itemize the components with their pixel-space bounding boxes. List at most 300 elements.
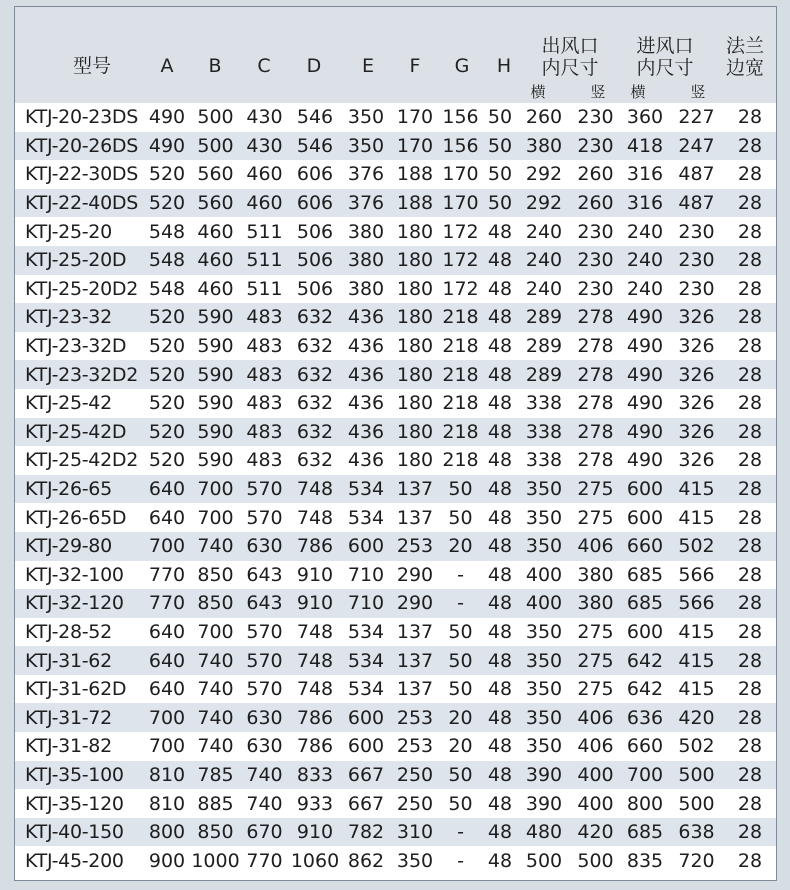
table-row: [15, 303, 776, 332]
cell-d: 786: [289, 703, 341, 732]
cell-flange-width: 28: [724, 189, 776, 218]
cell-c: 740: [240, 761, 289, 790]
cell-f: 253: [391, 703, 439, 732]
header-outlet-horizontal: 横: [530, 83, 546, 101]
cell-outlet-horizontal: 350: [518, 475, 570, 504]
cell-flange-width: 28: [724, 418, 776, 447]
cell-f: 180: [391, 360, 439, 389]
header-inlet-vertical: 竖: [690, 83, 706, 101]
cell-g: 50: [439, 675, 482, 704]
cell-b: 590: [191, 360, 240, 389]
cell-e: 436: [341, 418, 391, 447]
cell-inlet-horizontal: 490: [621, 389, 669, 418]
cell-a: 548: [143, 246, 191, 275]
cell-a: 770: [143, 589, 191, 618]
cell-h: 48: [482, 418, 518, 447]
cell-g: 170: [439, 189, 482, 218]
cell-model: KTJ-22-30DS: [15, 160, 143, 189]
cell-a: 520: [143, 303, 191, 332]
cell-outlet-horizontal: 500: [518, 846, 570, 875]
cell-h: 48: [482, 532, 518, 561]
cell-outlet-vertical: 400: [570, 789, 621, 818]
cell-b: 885: [191, 789, 240, 818]
cell-model: KTJ-31-82: [15, 732, 143, 761]
cell-outlet-vertical: 278: [570, 418, 621, 447]
cell-outlet-vertical: 230: [570, 217, 621, 246]
cell-outlet-vertical: 278: [570, 389, 621, 418]
cell-c: 630: [240, 732, 289, 761]
cell-model: KTJ-25-20D2: [15, 275, 143, 304]
cell-e: 534: [341, 675, 391, 704]
cell-b: 850: [191, 561, 240, 590]
cell-d: 933: [289, 789, 341, 818]
cell-model: KTJ-40-150: [15, 818, 143, 847]
cell-flange-width: 28: [724, 160, 776, 189]
cell-d: 606: [289, 160, 341, 189]
cell-inlet-vertical: 500: [669, 761, 724, 790]
cell-inlet-vertical: 415: [669, 475, 724, 504]
cell-g: 156: [439, 132, 482, 161]
cell-a: 548: [143, 217, 191, 246]
cell-outlet-horizontal: 390: [518, 789, 570, 818]
cell-a: 640: [143, 618, 191, 647]
cell-e: 436: [341, 360, 391, 389]
cell-g: 50: [439, 475, 482, 504]
cell-g: -: [439, 561, 482, 590]
cell-outlet-vertical: 406: [570, 703, 621, 732]
cell-b: 1000: [191, 846, 240, 875]
cell-d: 632: [289, 389, 341, 418]
cell-inlet-vertical: 415: [669, 503, 724, 532]
cell-f: 180: [391, 332, 439, 361]
cell-g: 20: [439, 532, 482, 561]
cell-inlet-vertical: 502: [669, 732, 724, 761]
cell-outlet-vertical: 230: [570, 246, 621, 275]
cell-flange-width: 28: [724, 503, 776, 532]
cell-model: KTJ-25-42D2: [15, 446, 143, 475]
cell-outlet-vertical: 275: [570, 618, 621, 647]
cell-model: KTJ-25-42: [15, 389, 143, 418]
cell-d: 748: [289, 618, 341, 647]
table-row: [15, 646, 776, 675]
cell-a: 520: [143, 446, 191, 475]
cell-a: 520: [143, 332, 191, 361]
cell-d: 506: [289, 275, 341, 304]
cell-inlet-horizontal: 700: [621, 761, 669, 790]
cell-e: 600: [341, 532, 391, 561]
table-row: [15, 532, 776, 561]
cell-e: 380: [341, 275, 391, 304]
table-row: [15, 275, 776, 304]
cell-a: 800: [143, 818, 191, 847]
cell-model: KTJ-35-120: [15, 789, 143, 818]
cell-e: 667: [341, 761, 391, 790]
cell-outlet-vertical: 275: [570, 503, 621, 532]
cell-d: 632: [289, 360, 341, 389]
cell-inlet-vertical: 566: [669, 589, 724, 618]
table-row: [15, 189, 776, 218]
cell-outlet-horizontal: 480: [518, 818, 570, 847]
cell-inlet-vertical: 227: [669, 103, 724, 132]
cell-b: 850: [191, 818, 240, 847]
cell-outlet-horizontal: 350: [518, 703, 570, 732]
cell-b: 590: [191, 332, 240, 361]
table-row: [15, 103, 776, 132]
cell-outlet-horizontal: 260: [518, 103, 570, 132]
cell-outlet-horizontal: 400: [518, 561, 570, 590]
cell-outlet-horizontal: 292: [518, 160, 570, 189]
cell-g: 218: [439, 389, 482, 418]
cell-h: 48: [482, 332, 518, 361]
cell-e: 710: [341, 561, 391, 590]
header-col-c: C: [257, 55, 271, 77]
table-row: [15, 561, 776, 590]
cell-outlet-vertical: 260: [570, 160, 621, 189]
cell-d: 506: [289, 217, 341, 246]
header-outlet-vertical: 竖: [590, 83, 606, 101]
table-row: [15, 732, 776, 761]
cell-g: 218: [439, 303, 482, 332]
cell-a: 770: [143, 561, 191, 590]
cell-inlet-vertical: 230: [669, 246, 724, 275]
cell-a: 640: [143, 646, 191, 675]
table-row: [15, 618, 776, 647]
header-col-g: G: [454, 55, 470, 77]
cell-h: 48: [482, 646, 518, 675]
cell-d: 748: [289, 503, 341, 532]
cell-f: 290: [391, 561, 439, 590]
cell-inlet-horizontal: 418: [621, 132, 669, 161]
cell-model: KTJ-45-200: [15, 846, 143, 875]
cell-inlet-horizontal: 490: [621, 332, 669, 361]
cell-flange-width: 28: [724, 389, 776, 418]
cell-c: 570: [240, 646, 289, 675]
cell-flange-width: 28: [724, 446, 776, 475]
cell-e: 350: [341, 103, 391, 132]
cell-b: 460: [191, 217, 240, 246]
cell-outlet-vertical: 275: [570, 646, 621, 675]
cell-h: 48: [482, 818, 518, 847]
cell-f: 137: [391, 503, 439, 532]
cell-e: 534: [341, 475, 391, 504]
cell-c: 643: [240, 589, 289, 618]
cell-f: 188: [391, 160, 439, 189]
header-outlet-line1: 出风口: [541, 35, 599, 57]
cell-g: 170: [439, 160, 482, 189]
cell-g: 172: [439, 217, 482, 246]
cell-b: 590: [191, 303, 240, 332]
cell-f: 290: [391, 589, 439, 618]
cell-outlet-vertical: 380: [570, 561, 621, 590]
cell-f: 180: [391, 418, 439, 447]
cell-d: 748: [289, 646, 341, 675]
cell-model: KTJ-25-20D: [15, 246, 143, 275]
cell-outlet-horizontal: 380: [518, 132, 570, 161]
cell-h: 50: [482, 160, 518, 189]
cell-f: 137: [391, 675, 439, 704]
table-row: [15, 675, 776, 704]
cell-g: 218: [439, 418, 482, 447]
cell-a: 490: [143, 103, 191, 132]
cell-e: 376: [341, 160, 391, 189]
header-col-e: E: [361, 55, 374, 77]
table-row: [15, 503, 776, 532]
table-row: [15, 846, 776, 875]
cell-e: 534: [341, 503, 391, 532]
cell-b: 850: [191, 589, 240, 618]
cell-e: 534: [341, 618, 391, 647]
cell-d: 632: [289, 332, 341, 361]
header-flange-line1: 法兰: [725, 35, 764, 57]
cell-flange-width: 28: [724, 561, 776, 590]
cell-flange-width: 28: [724, 818, 776, 847]
cell-outlet-vertical: 278: [570, 303, 621, 332]
cell-outlet-vertical: 400: [570, 761, 621, 790]
cell-inlet-horizontal: 600: [621, 618, 669, 647]
cell-inlet-vertical: 720: [669, 846, 724, 875]
cell-outlet-horizontal: 338: [518, 446, 570, 475]
table-row: [15, 246, 776, 275]
cell-c: 483: [240, 303, 289, 332]
cell-h: 48: [482, 446, 518, 475]
cell-outlet-horizontal: 289: [518, 303, 570, 332]
cell-h: 48: [482, 303, 518, 332]
cell-h: 48: [482, 275, 518, 304]
cell-h: 48: [482, 246, 518, 275]
cell-outlet-horizontal: 240: [518, 275, 570, 304]
table-row: [15, 589, 776, 618]
cell-d: 786: [289, 732, 341, 761]
cell-inlet-vertical: 487: [669, 160, 724, 189]
cell-c: 460: [240, 160, 289, 189]
cell-b: 560: [191, 189, 240, 218]
cell-d: 506: [289, 246, 341, 275]
cell-b: 590: [191, 389, 240, 418]
cell-flange-width: 28: [724, 132, 776, 161]
header-inlet-horizontal: 横: [630, 83, 646, 101]
cell-f: 253: [391, 732, 439, 761]
table-row: [15, 217, 776, 246]
cell-model: KTJ-32-120: [15, 589, 143, 618]
cell-inlet-horizontal: 660: [621, 532, 669, 561]
cell-g: 50: [439, 503, 482, 532]
cell-e: 436: [341, 303, 391, 332]
cell-a: 640: [143, 675, 191, 704]
table-row: [15, 446, 776, 475]
cell-b: 740: [191, 703, 240, 732]
cell-model: KTJ-28-52: [15, 618, 143, 647]
cell-inlet-horizontal: 600: [621, 475, 669, 504]
cell-inlet-horizontal: 490: [621, 303, 669, 332]
cell-e: 436: [341, 389, 391, 418]
cell-b: 740: [191, 646, 240, 675]
cell-b: 500: [191, 103, 240, 132]
cell-outlet-horizontal: 400: [518, 589, 570, 618]
cell-h: 48: [482, 675, 518, 704]
cell-model: KTJ-25-42D: [15, 418, 143, 447]
cell-model: KTJ-35-100: [15, 761, 143, 790]
cell-f: 180: [391, 446, 439, 475]
cell-outlet-horizontal: 350: [518, 503, 570, 532]
cell-a: 900: [143, 846, 191, 875]
cell-c: 643: [240, 561, 289, 590]
cell-d: 546: [289, 103, 341, 132]
cell-inlet-vertical: 326: [669, 418, 724, 447]
cell-inlet-horizontal: 240: [621, 217, 669, 246]
cell-b: 740: [191, 732, 240, 761]
cell-outlet-vertical: 230: [570, 132, 621, 161]
cell-d: 910: [289, 818, 341, 847]
cell-model: KTJ-32-100: [15, 561, 143, 590]
cell-c: 570: [240, 675, 289, 704]
header-inlet-line1: 进风口: [636, 35, 694, 57]
cell-model: KTJ-25-20: [15, 217, 143, 246]
cell-flange-width: 28: [724, 732, 776, 761]
table-row: [15, 703, 776, 732]
cell-h: 48: [482, 475, 518, 504]
cell-d: 632: [289, 418, 341, 447]
cell-a: 700: [143, 703, 191, 732]
cell-outlet-vertical: 275: [570, 475, 621, 504]
cell-f: 170: [391, 132, 439, 161]
cell-a: 640: [143, 475, 191, 504]
cell-flange-width: 28: [724, 103, 776, 132]
cell-flange-width: 28: [724, 675, 776, 704]
cell-f: 350: [391, 846, 439, 875]
cell-inlet-vertical: 326: [669, 389, 724, 418]
cell-inlet-vertical: 502: [669, 532, 724, 561]
cell-f: 137: [391, 646, 439, 675]
cell-inlet-vertical: 326: [669, 360, 724, 389]
cell-f: 253: [391, 532, 439, 561]
cell-h: 48: [482, 561, 518, 590]
cell-h: 48: [482, 503, 518, 532]
cell-c: 483: [240, 418, 289, 447]
cell-e: 600: [341, 732, 391, 761]
cell-h: 48: [482, 389, 518, 418]
cell-h: 48: [482, 589, 518, 618]
cell-b: 785: [191, 761, 240, 790]
cell-inlet-horizontal: 800: [621, 789, 669, 818]
cell-f: 310: [391, 818, 439, 847]
cell-c: 630: [240, 703, 289, 732]
cell-flange-width: 28: [724, 789, 776, 818]
cell-b: 700: [191, 475, 240, 504]
cell-model: KTJ-31-62: [15, 646, 143, 675]
cell-e: 436: [341, 332, 391, 361]
cell-model: KTJ-20-26DS: [15, 132, 143, 161]
cell-d: 910: [289, 561, 341, 590]
header-outlet-line2: 内尺寸: [541, 57, 599, 79]
cell-e: 600: [341, 703, 391, 732]
cell-g: -: [439, 846, 482, 875]
cell-inlet-horizontal: 685: [621, 589, 669, 618]
cell-flange-width: 28: [724, 846, 776, 875]
table-header: [15, 7, 776, 103]
cell-inlet-horizontal: 316: [621, 189, 669, 218]
cell-g: 172: [439, 275, 482, 304]
cell-d: 1060: [289, 846, 341, 875]
cell-g: 50: [439, 789, 482, 818]
cell-c: 483: [240, 446, 289, 475]
cell-b: 500: [191, 132, 240, 161]
cell-h: 50: [482, 132, 518, 161]
cell-flange-width: 28: [724, 275, 776, 304]
header-col-f: F: [409, 55, 421, 77]
cell-inlet-vertical: 230: [669, 217, 724, 246]
cell-outlet-vertical: 380: [570, 589, 621, 618]
table-row: [15, 418, 776, 447]
cell-e: 534: [341, 646, 391, 675]
cell-e: 667: [341, 789, 391, 818]
cell-b: 460: [191, 275, 240, 304]
cell-c: 430: [240, 132, 289, 161]
cell-e: 376: [341, 189, 391, 218]
cell-outlet-vertical: 230: [570, 103, 621, 132]
cell-inlet-vertical: 487: [669, 189, 724, 218]
cell-f: 180: [391, 275, 439, 304]
cell-outlet-horizontal: 292: [518, 189, 570, 218]
cell-flange-width: 28: [724, 589, 776, 618]
cell-flange-width: 28: [724, 532, 776, 561]
header-col-d: D: [306, 55, 322, 77]
cell-a: 520: [143, 189, 191, 218]
cell-c: 630: [240, 532, 289, 561]
table-row: [15, 132, 776, 161]
cell-b: 590: [191, 418, 240, 447]
cell-h: 48: [482, 703, 518, 732]
cell-f: 137: [391, 618, 439, 647]
cell-d: 632: [289, 303, 341, 332]
cell-c: 483: [240, 360, 289, 389]
cell-inlet-horizontal: 642: [621, 646, 669, 675]
cell-outlet-vertical: 406: [570, 532, 621, 561]
cell-flange-width: 28: [724, 332, 776, 361]
cell-outlet-vertical: 406: [570, 732, 621, 761]
cell-f: 188: [391, 189, 439, 218]
cell-g: 50: [439, 646, 482, 675]
table-row: [15, 160, 776, 189]
cell-a: 810: [143, 761, 191, 790]
cell-inlet-vertical: 230: [669, 275, 724, 304]
cell-d: 632: [289, 446, 341, 475]
cell-f: 180: [391, 303, 439, 332]
cell-c: 770: [240, 846, 289, 875]
header-model: 型号: [72, 55, 111, 77]
cell-d: 910: [289, 589, 341, 618]
cell-flange-width: 28: [724, 217, 776, 246]
table-row: [15, 789, 776, 818]
cell-h: 48: [482, 846, 518, 875]
table-row: [15, 761, 776, 790]
cell-b: 740: [191, 532, 240, 561]
table-row: [15, 389, 776, 418]
cell-c: 430: [240, 103, 289, 132]
cell-h: 48: [482, 618, 518, 647]
cell-g: 218: [439, 360, 482, 389]
cell-outlet-vertical: 260: [570, 189, 621, 218]
cell-inlet-vertical: 326: [669, 332, 724, 361]
cell-c: 570: [240, 503, 289, 532]
cell-model: KTJ-20-23DS: [15, 103, 143, 132]
cell-e: 862: [341, 846, 391, 875]
cell-f: 250: [391, 789, 439, 818]
cell-c: 511: [240, 275, 289, 304]
cell-h: 48: [482, 732, 518, 761]
cell-a: 810: [143, 789, 191, 818]
cell-inlet-horizontal: 660: [621, 732, 669, 761]
cell-c: 670: [240, 818, 289, 847]
